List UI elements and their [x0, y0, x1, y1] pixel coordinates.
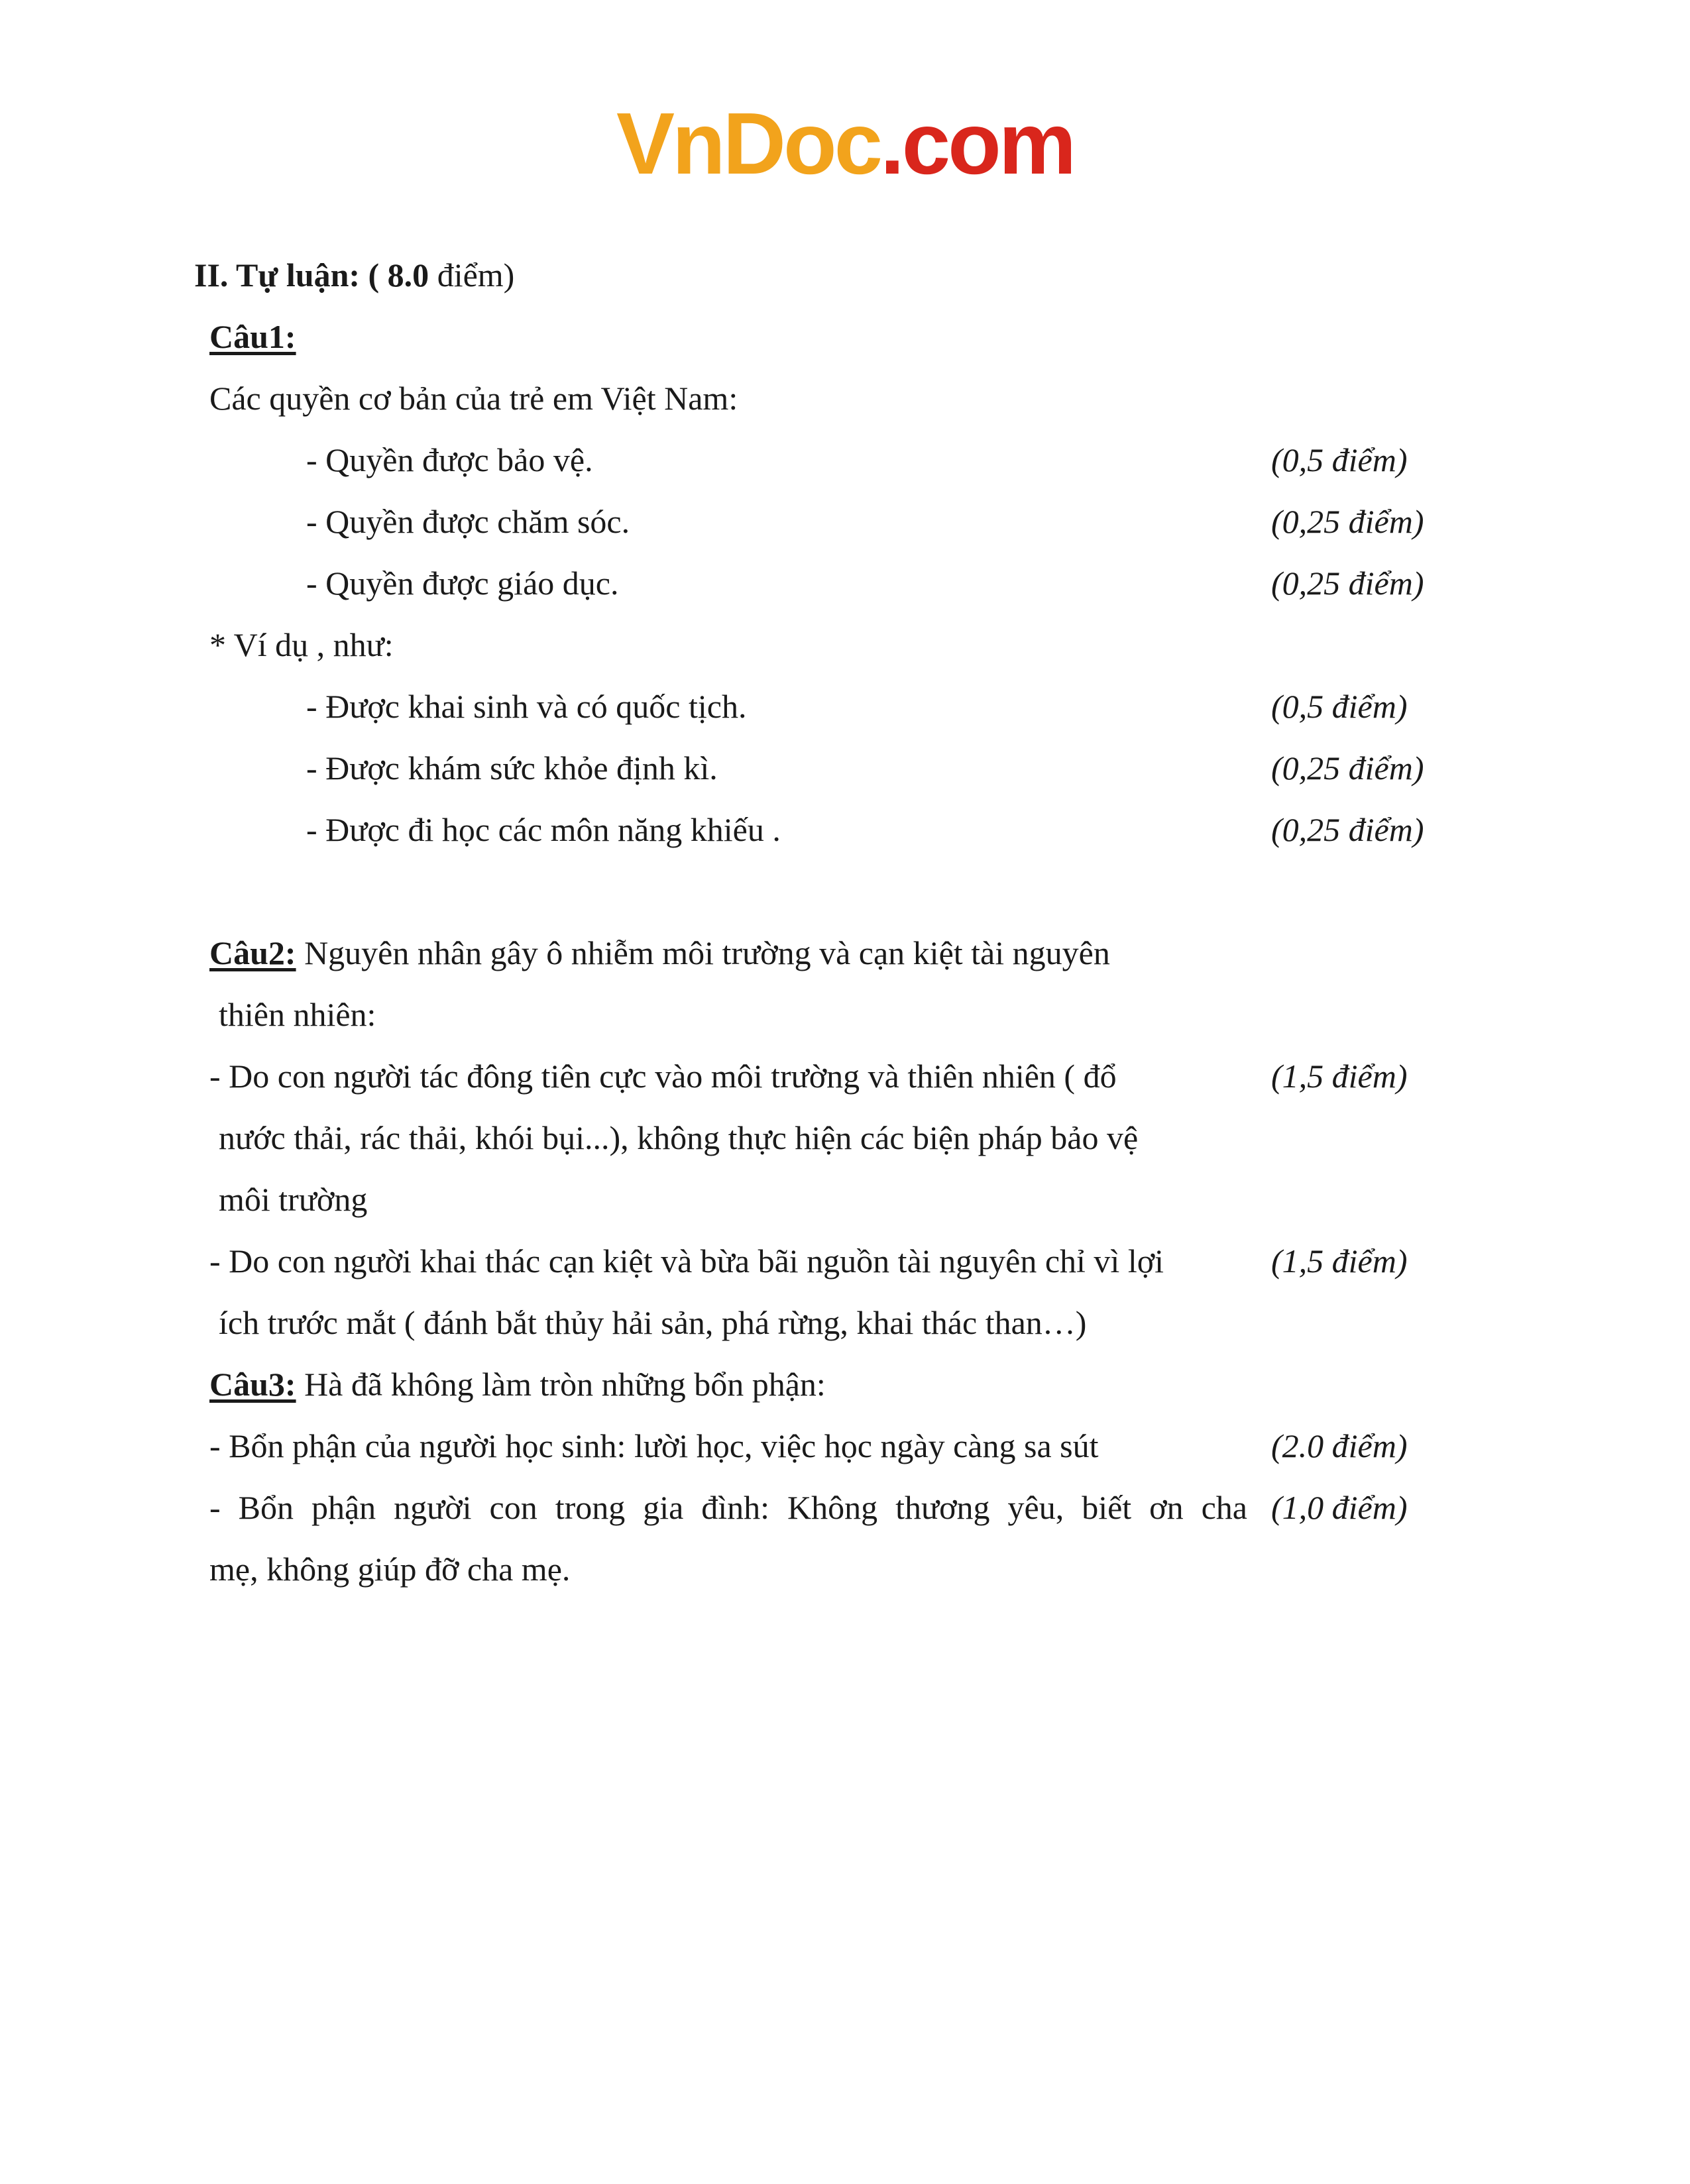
q3-word: biết: [1082, 1489, 1132, 1526]
q1-example-1: - Được khai sinh và có quốc tịch.: [306, 688, 747, 725]
q2-label: Câu2:: [209, 934, 296, 971]
q3-point-1-score: (2.0 điểm): [1271, 1427, 1408, 1464]
q1-example-2: - Được khám sức khỏe định kì.: [306, 749, 718, 787]
q1-right-3-score: (0,25 điểm): [1271, 565, 1424, 602]
q1-example-3-score: (0,25 điểm): [1271, 811, 1424, 848]
vndoc-logo: [616, 99, 1080, 192]
q2-point-1-line-2: nước thải, rác thải, khói bụi...), không thực hiện các biện pháp bảo vệ: [219, 1119, 1139, 1156]
q3-label: Câu3:: [209, 1366, 296, 1403]
q3-point-2-line-1: [209, 1488, 1247, 1527]
logo-vn-part: Vn: [616, 99, 723, 192]
q3-word: ơn: [1149, 1489, 1184, 1526]
q1-right-3: - Quyền được giáo dục.: [306, 565, 619, 602]
logo-doc-part: Doc: [722, 99, 881, 192]
q2-intro-line-2: thiên nhiên:: [219, 996, 376, 1033]
q3-word: gia: [643, 1489, 684, 1526]
svg-text:VnDoc.com: [616, 99, 1074, 192]
q1-example-1-score: (0,5 điểm): [1271, 688, 1408, 725]
q2-point-1-line-1: - Do con người tác đông tiên cực vào môi trường và thiên nhiên ( đổ: [209, 1058, 1117, 1095]
q1-intro: Các quyền cơ bản của trẻ em Việt Nam:: [209, 380, 738, 417]
q2-point-2-line-1: - Do con người khai thác cạn kiệt và bừa bãi nguồn tài nguyên chỉ vì lợi: [209, 1242, 1164, 1280]
q3-point-1: - Bổn phận của người học sinh: lười học, việc học ngày càng sa sút: [209, 1427, 1099, 1464]
q3-word: người: [394, 1489, 472, 1526]
section-title: [194, 255, 514, 295]
section-title-rest: điểm): [429, 256, 515, 294]
q1-right-2: - Quyền được chăm sóc.: [306, 503, 630, 540]
q2-intro-text: Nguyên nhân gây ô nhiễm môi trường và cạn kiệt tài nguyên: [296, 934, 1110, 971]
q3-word: đình:: [701, 1489, 770, 1526]
q3-word: Bổn: [238, 1489, 294, 1526]
q2-point-2-score: (1,5 điểm): [1271, 1242, 1408, 1280]
q3-point-2-score: (1,0 điểm): [1271, 1489, 1408, 1526]
q3-word: thương: [895, 1489, 990, 1526]
q3-word: yêu,: [1007, 1489, 1064, 1526]
q3-point-2-line-2: mẹ, không giúp đỡ cha mẹ.: [209, 1551, 571, 1588]
q1-example-intro: * Ví dụ , như:: [209, 626, 394, 663]
section-title-bold: II. Tự luận: ( 8.0: [194, 256, 429, 294]
q1-right-1: - Quyền được bảo vệ.: [306, 441, 593, 478]
q1-right-1-score: (0,5 điểm): [1271, 441, 1408, 478]
q2-intro-line-1: [209, 933, 1110, 973]
q1-example-2-score: (0,25 điểm): [1271, 749, 1424, 787]
q2-point-1-score: (1,5 điểm): [1271, 1058, 1408, 1095]
q2-point-2-line-2: ích trước mắt ( đánh bắt thủy hải sản, phá rừng, khai thác than…): [219, 1304, 1087, 1341]
q3-word: -: [209, 1489, 221, 1526]
q3-word: cha: [1201, 1489, 1247, 1526]
q1-example-3: - Được đi học các môn năng khiếu .: [306, 811, 781, 848]
q3-word: Không: [787, 1489, 878, 1526]
q2-point-1-line-3: môi trường: [219, 1181, 368, 1218]
q1-right-2-score: (0,25 điểm): [1271, 503, 1424, 540]
q3-intro-text: Hà đã không làm tròn những bổn phận:: [296, 1366, 826, 1403]
q3-intro: [209, 1364, 826, 1404]
logo-com-part: .com: [880, 99, 1074, 192]
q3-word: trong: [555, 1489, 626, 1526]
vndoc-logo-graphic: [616, 99, 1080, 192]
q1-label: Câu1:: [209, 318, 296, 355]
q3-word: con: [489, 1489, 537, 1526]
q3-word: phận: [311, 1489, 376, 1526]
